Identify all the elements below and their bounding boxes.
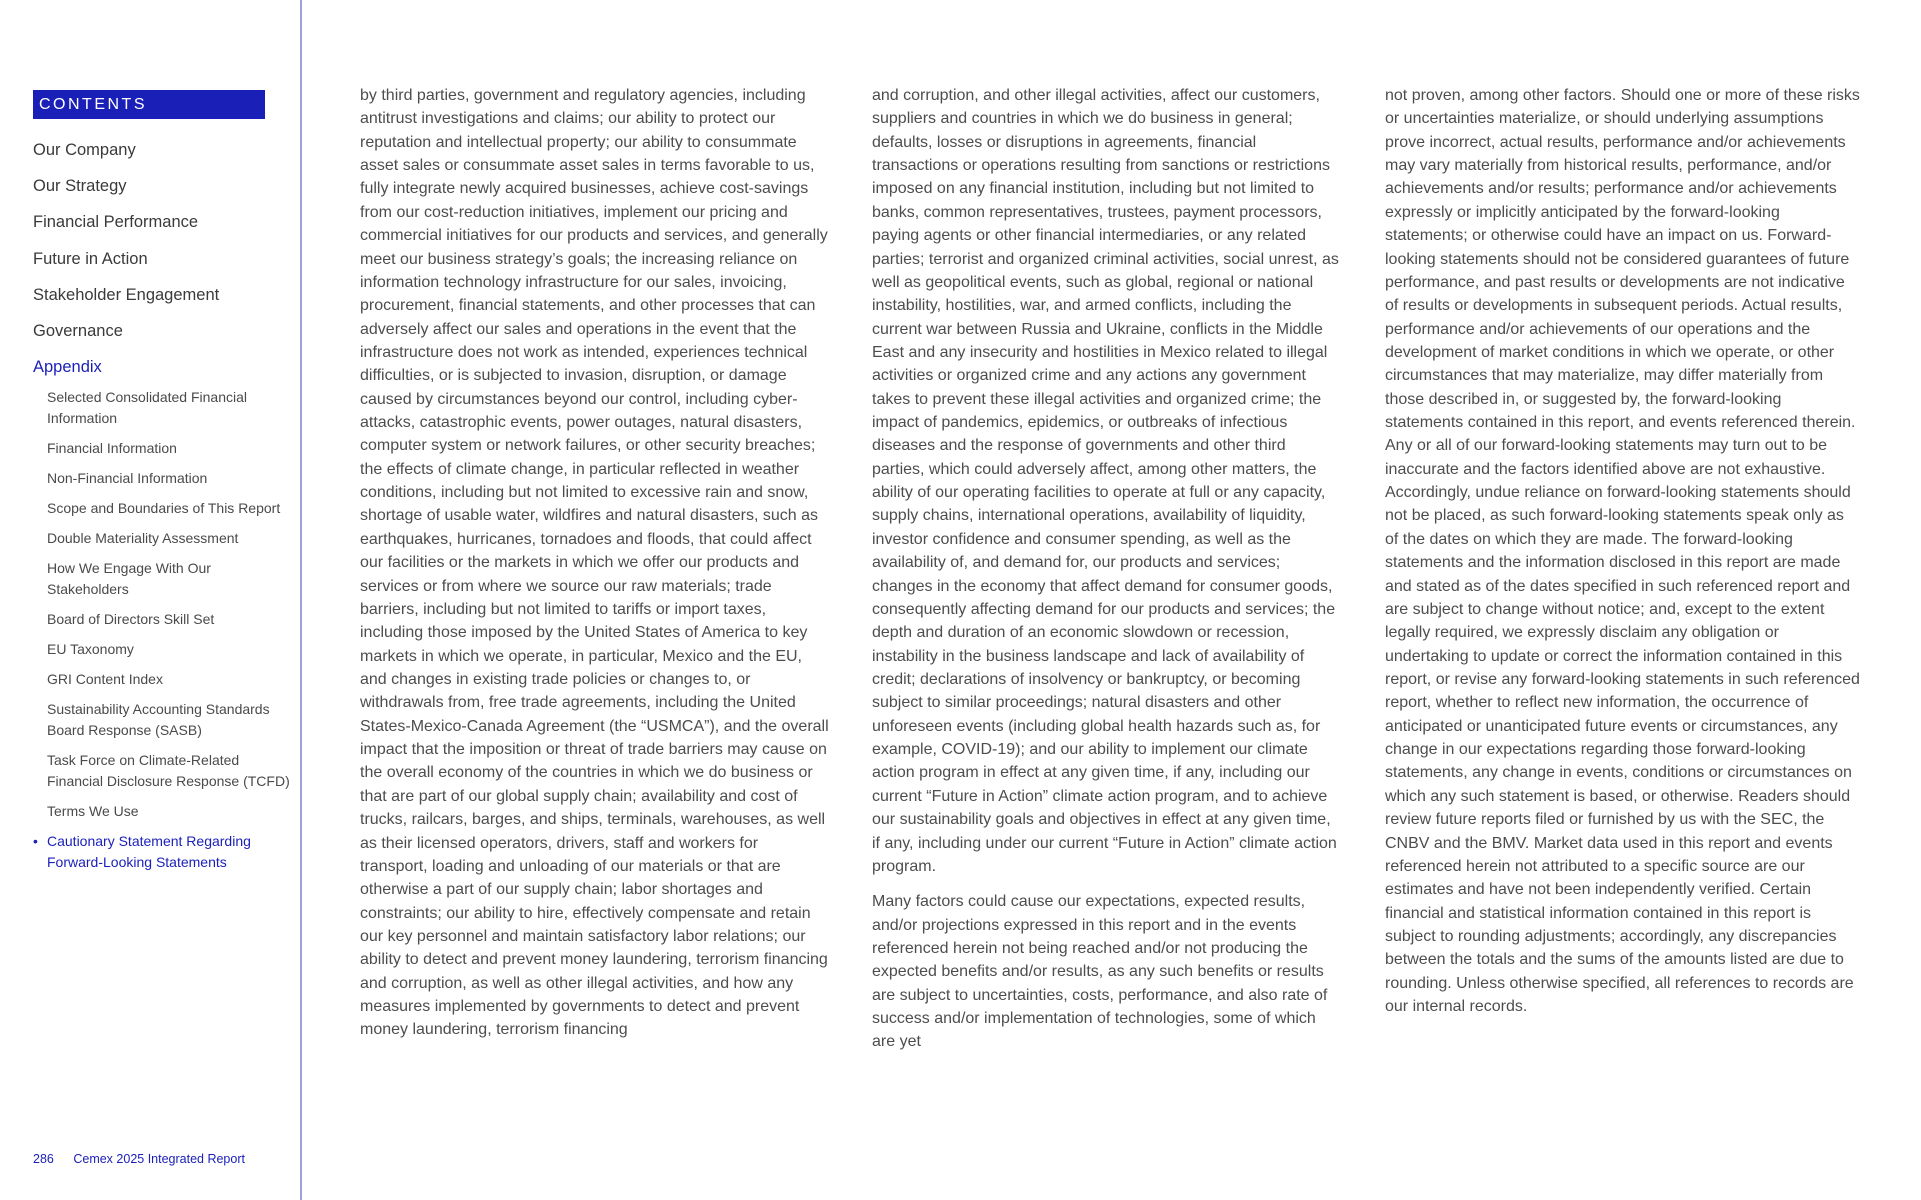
page-footer: [33, 1152, 245, 1166]
paragraph: by third parties, government and regulatory agencies, including antitrust investigations and claims; our ability to protect our reputation and intellectual property; our ability to consummate asset sales or consummate asset sales in terms favorable to us, fully integrate newly acquired businesses, achieve cost-savings from our cost-reduction initiatives, implement our pricing and commercial initiatives for our products and services, and generally meet our business strategy’s goals; the increasing reliance on information technology infrastructure for our sales, invoicing, procurement, financial statements, and other processes that can adversely affect our sales and operations in the event that the infrastructure does not work as intended, experiences technical difficulties, or is subjected to invasion, disruption, or damage caused by circumstances beyond our control, including cyber-attacks, catastrophic events, power outages, natural disasters, computer system or network failures, or other security breaches; the effects of climate change, in particular reflected in weather conditions, including but not limited to excessive rain and snow, shortage of usable water, wildfires and natural disasters, such as earthquakes, hurricanes, tornadoes and floods, that could affect our facilities or the markets in which we offer our products and services or from where we source our raw materials; trade barriers, including but not limited to tariffs or import taxes, including those imposed by the United States of America to key markets in which we operate, in particular, Mexico and the EU, and changes in existing trade policies or changes to, or withdrawals from, free trade agreements, including the United States-Mexico-Canada Agreement (the “USMCA”), and the overall impact that the imposition or threat of trade barriers may cause on the overall economy of the countries in which we do business or that are part of our global supply chain; availability and cost of trucks, railcars, barges, and ships, terminals, warehouses, as well as their licensed operators, drivers, staff and workers for transport, loading and unloading of our materials or that are otherwise a part of our supply chain; labor shortages and constraints; our ability to hire, effectively compensate and retain our key personnel and maintain satisfactory labor relations; our ability to detect and prevent money laundering, terrorism financing and corruption, as well as other illegal activities, and how any measures implemented by governments to detect and prevent money laundering, terrorism financing: [360, 87, 829, 1039]
text-column-3: [1385, 84, 1860, 1018]
subnav-item-tcfd-response[interactable]: Task Force on Climate-Related Financial Disclosure Response (TCFD): [47, 752, 290, 789]
sidebar-navigation: [0, 0, 302, 1200]
contents-header: CONTENTS: [33, 90, 265, 119]
current-item-bullet: •: [33, 833, 38, 849]
paragraph: not proven, among other factors. Should one or more of these risks or uncertainties materialize, or should underlying assumptions prove incorrect, actual results, performance and/or achievements may vary materially from historical results, performance, and/or achievements and/or results; performance and/or achievements expressly or implicitly anticipated by the forward-looking statements; or otherwise could have an impact on us. Forward-looking statements should not be considered guarantees of future performance, and past results or developments are not indicative of results or developments in subsequent periods. Actual results, performance and/or achievements of our operations and the development of market conditions in which we operate, or other circumstances that may materialize, may differ materially from those described in, or suggested by, the forward-looking statements contained in this report, and events referenced therein. Any or all of our forward-looking statements may turn out to be inaccurate and the factors identified above are not exhaustive. Accordingly, undue reliance on forward-looking statements should not be placed, as such forward-looking statements speak only as of the dates on which they are made. The forward-looking statements and the information disclosed in this report are made and stated as of the dates specified in such referenced report and are subject to change without notice; and, except to the extent legally required, we expressly disclaim any obligation or undertaking to update or correct the information contained in this report, or revise any forward-looking statements in such referenced report, whether to reflect new information, the occurrence of anticipated or unanticipated future events or circumstances, any change in our expectations regarding those forward-looking statements, any change in events, conditions or circumstances on which any such statement is based, or otherwise. Readers should review future reports filed or furnished by us with the SEC, the CNBV and the BMV. Market data used in this report and events referenced herein not attributed to a specific source are our estimates and have not been independently verified. Certain financial and statistical information contained in this report is subject to rounding adjustments; accordingly, any discrepancies between the totals and the sums of the amounts listed are due to rounding. Unless otherwise specified, all references to records are our internal records.: [1385, 87, 1860, 1016]
text-column-2: [872, 84, 1342, 1054]
subnav-item-financial-information[interactable]: Financial Information: [47, 440, 177, 456]
subnav-item-terms-we-use[interactable]: Terms We Use: [47, 803, 139, 819]
paragraph: Many factors could cause our expectations, expected results, and/or projections expressed in this report and in the events referenced herein not being reached and/or not producing the expected benefits and/or results, as any such benefits or results are subject to uncertainties, costs, performance, and also rate of success and/or implementation of technologies, some of which are yet: [872, 893, 1328, 1051]
main-nav-list: [33, 136, 219, 389]
subnav-item-scope-and-boundaries[interactable]: Scope and Boundaries of This Report: [47, 500, 281, 516]
subnav-item-gri-content-index[interactable]: GRI Content Index: [47, 671, 163, 687]
subnav-item-cautionary-statement[interactable]: [33, 831, 292, 873]
page-number: 286: [33, 1152, 54, 1166]
subnav-item-eu-taxonomy[interactable]: EU Taxonomy: [47, 641, 134, 657]
nav-item-future-in-action[interactable]: Future in Action: [33, 249, 148, 268]
subnav-item-selected-consolidated-financial-information[interactable]: Selected Consolidated Financial Information: [47, 389, 248, 426]
subnav-item-board-skill-set[interactable]: Board of Directors Skill Set: [47, 611, 215, 627]
nav-item-governance[interactable]: Governance: [33, 321, 123, 340]
nav-item-stakeholder-engagement[interactable]: Stakeholder Engagement: [33, 285, 220, 304]
subnav-item-how-we-engage[interactable]: How We Engage With Our Stakeholders: [47, 560, 211, 597]
subnav-item-sasb-response[interactable]: Sustainability Accounting Standards Board Response (SASB): [47, 701, 270, 738]
nav-item-our-company[interactable]: Our Company: [33, 141, 136, 159]
appendix-subnav-list: [33, 387, 292, 882]
subnav-item-cautionary-statement-label: Cautionary Statement Regarding Forward-Looking Statements: [47, 833, 251, 870]
text-column-1: [360, 84, 830, 1042]
paragraph: and corruption, and other illegal activities, affect our customers, suppliers and countries in which we do business in general; defaults, losses or disruptions in agreements, financial transactions or operations resulting from sanctions or restrictions imposed on any financial institution, including but not limited to banks, common representatives, trustees, payment processors, paying agents or other financial intermediaries, or any related parties; terrorist and organized criminal activities, social unrest, as well as geopolitical events, such as global, regional or national instability, hostilities, war, and armed conflicts, including the current war between Russia and Ukraine, conflicts in the Middle East and any insecurity and hostilities in Mexico related to illegal activities or organized crime and any actions any government takes to prevent these illegal activities and organized crime; the impact of pandemics, epidemics, or outbreaks of infectious diseases and the response of governments and other third parties, which could adversely affect, among other matters, the ability of our operating facilities to operate at full or any capacity, supply chains, international operations, availability of liquidity, investor confidence and consumer spending, as well as the availability of, and demand for, our products and services; changes in the economy that affect demand for consumer goods, consequently affecting demand for our products and services; the depth and duration of an economic slowdown or recession, instability in the business landscape and lack of availability of credit; declarations of insolvency or bankruptcy, or becoming subject to similar proceedings; natural disasters and other unforeseen events (including global health hazards such as, for example, COVID-19); and our ability to implement our climate action program in effect at any given time, if any, including our current “Future in Action” climate action program, and to achieve our sustainability goals and objectives in effect at any given time, if any, including under our current “Future in Action” climate action program.: [872, 87, 1339, 875]
subnav-item-double-materiality-assessment[interactable]: Double Materiality Assessment: [47, 530, 239, 546]
nav-item-our-strategy[interactable]: Our Strategy: [33, 177, 127, 196]
nav-item-appendix[interactable]: Appendix: [33, 358, 102, 377]
subnav-item-non-financial-information[interactable]: Non-Financial Information: [47, 470, 208, 486]
nav-item-financial-performance[interactable]: Financial Performance: [33, 213, 199, 232]
report-title: Cemex 2025 Integrated Report: [73, 1152, 245, 1166]
